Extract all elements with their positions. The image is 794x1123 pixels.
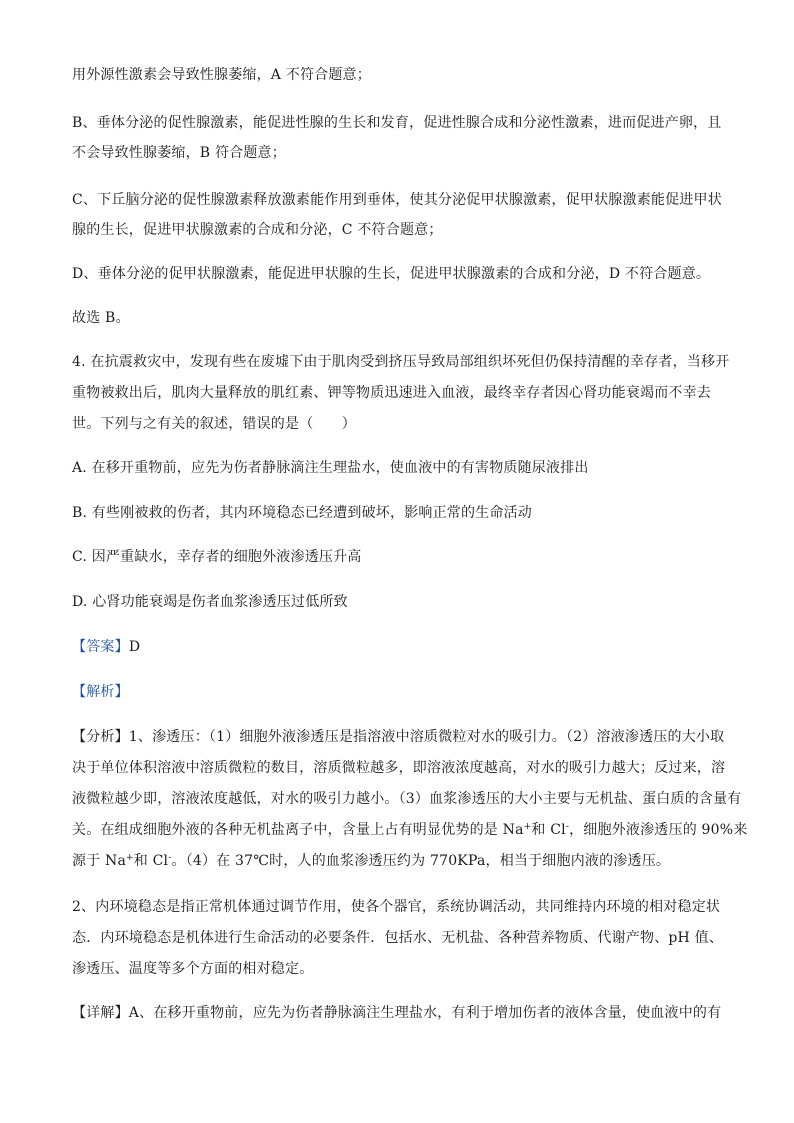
analysis-text: 和 Cl (531, 822, 566, 838)
analysis-line (72, 814, 748, 846)
analysis-line: 决于单位体积溶液中溶质微粒的数目，溶质微粒越多，即溶液浓度越高，对水的吸引力越大；反过来，溶 (72, 760, 726, 776)
answer-value: D (128, 639, 141, 655)
superscript: - (565, 822, 570, 832)
answer-label: 【答案】 (72, 639, 129, 655)
text-line: C、下丘脑分泌的促性腺激素释放激素能作用到垂体，使其分泌促甲状腺激素，促甲状腺激素能促进甲状 (72, 192, 722, 208)
option-c: C. 因严重缺水，幸存者的细胞外液渗透压升高 (72, 549, 362, 565)
analysis-line: 液微粒越少即，溶液浓度越低，对水的吸引力越小。（3）血浆渗透压的大小主要与无机盐、蛋白质的含量有 (72, 791, 742, 807)
superscript: + (126, 853, 134, 863)
detail-line: 【详解】A、在移开重物前，应先为伤者静脉滴注生理盐水，有利于增加伤者的液体含量，使血液中的有 (72, 1005, 722, 1021)
answer-line (72, 631, 724, 663)
analysis-text: 源于 Na (72, 853, 127, 869)
option-b: B. 有些刚被救的伤者，其内环境稳态已经遭到破坏，影响正常的生命活动 (72, 505, 532, 521)
option-d: D. 心肾功能衰竭是伤者血浆渗透压过低所致 (72, 594, 348, 610)
homeostasis-line: 2、内环境稳态是指正常机体通过调节作用，使各个器官，系统协调活动，共同维持内环境的相对稳定状 (72, 899, 721, 915)
analysis-text: 。（4）在 37℃时，人的血浆渗透压约为 770KPa，相当于细胞内液的渗透压。 (171, 853, 671, 869)
text-line: 不会导致性腺萎缩，B 符合题意； (72, 145, 286, 161)
analysis-label: 【解析】 (72, 684, 129, 700)
superscript: - (168, 853, 172, 863)
option-a: A. 在移开重物前，应先为伤者静脉滴注生理盐水，使血液中的有害物质随尿液排出 (72, 460, 589, 476)
analysis-text: 关。在组成细胞外液的各种无机盐离子中，含量上占有明显优势的是 Na (72, 822, 524, 838)
analysis-line: 【分析】1、渗透压：（1）细胞外液渗透压是指溶液中溶质微粒对水的吸引力。（2）溶液渗透压的大小取 (72, 729, 725, 745)
text-line: D、垂体分泌的促甲状腺激素，能促进甲状腺的生长，促进甲状腺激素的合成和分泌，D 不符合题意。 (72, 266, 711, 282)
analysis-text: ，细胞外液渗透压的 90%来 (569, 822, 748, 838)
homeostasis-line: 渗透压、温度等多个方面的相对稳定。 (72, 961, 314, 977)
text-line: 故选 B。 (72, 310, 130, 326)
question-stem-line: 世。下列与之有关的叙述，错误的是（ ） (72, 416, 356, 432)
analysis-text: 和 Cl (133, 853, 169, 869)
superscript: + (523, 822, 532, 832)
analysis-line (72, 845, 724, 877)
question-stem-line: 重物被救出后，肌肉大量释放的肌红素、钾等物质迅速进入血液，最终幸存者因心肾功能衰竭而不幸去 (72, 385, 711, 401)
text-line: B、垂体分泌的促性腺激素，能促进性腺的生长和发育，促进性腺合成和分泌性激素，进而促进产卵，且 (72, 115, 722, 131)
question-stem-line: 4. 在抗震救灾中，发现有些在废墟下由于肌肉受到挤压导致局部组织坏死但仍保持清醒的幸存者，当移开 (72, 354, 730, 370)
homeostasis-line: 态．内环境稳态是机体进行生命活动的必要条件．包括水、无机盐、各种营养物质、代谢产物、pH 值、 (72, 930, 724, 946)
text-line: 用外源性激素会导致性腺萎缩，A 不符合题意； (72, 67, 371, 83)
text-line: 腺的生长，促进甲状腺激素的合成和分泌，C 不符合题意； (72, 222, 443, 238)
